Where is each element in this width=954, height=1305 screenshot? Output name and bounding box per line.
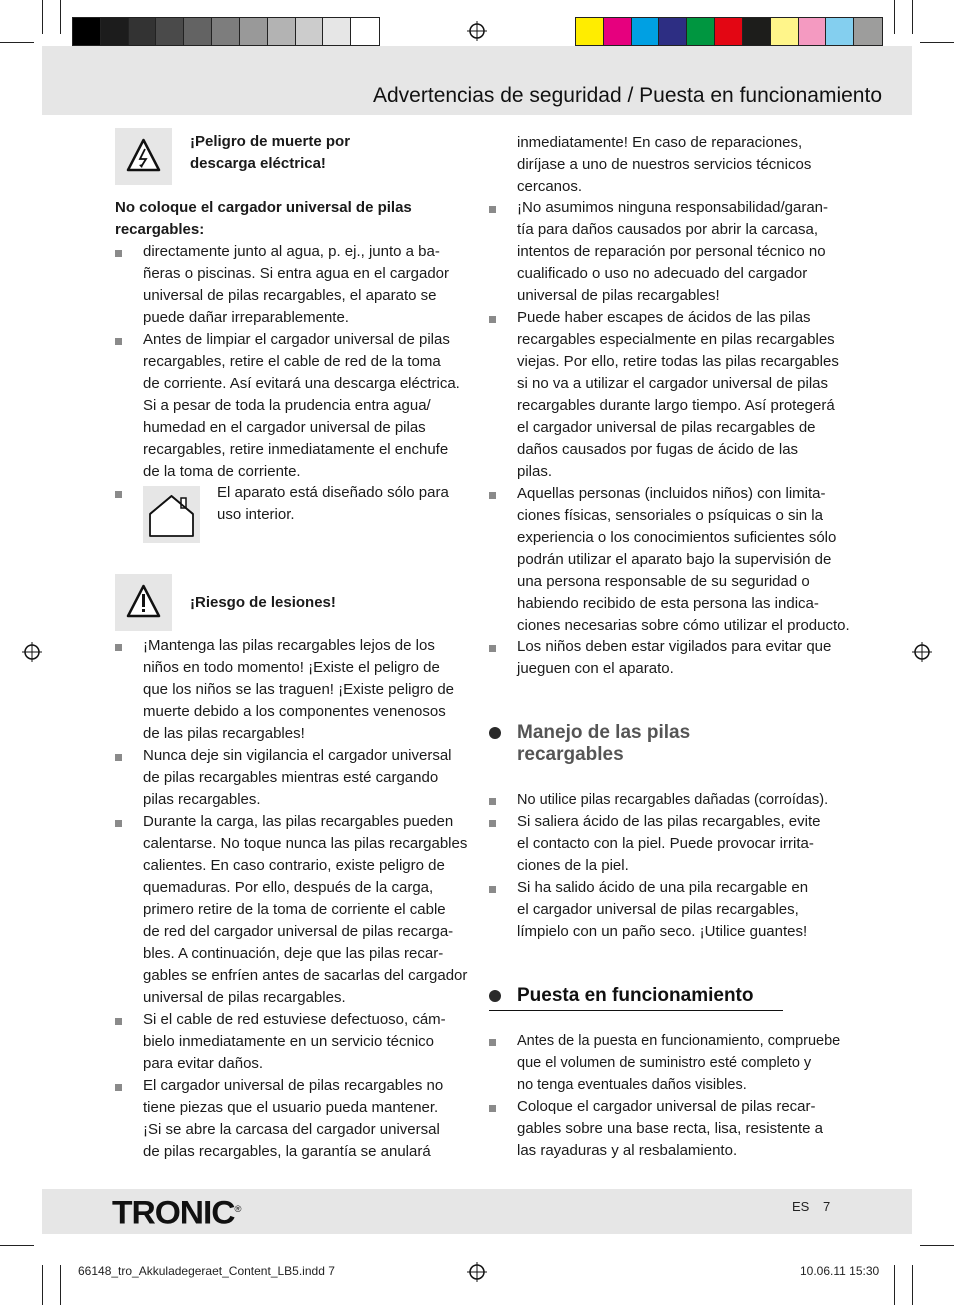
text-line: primero retire de la toma de corriente el cable [143,901,446,918]
text-line: una persona responsable de su seguridad o [517,573,810,590]
text-line: de corriente. Así evitará una descarga eléctrica. [143,375,460,392]
text-line: de pilas recargables, la garantía se anulará [143,1143,431,1160]
page-number: 7 [823,1199,831,1214]
text-line: de la toma de corriente. [143,463,301,480]
text-line: tía para daños causados por abrir la carcasa, [517,221,819,238]
list-item [143,241,449,329]
bullet [489,645,496,652]
text-line: Coloque el cargador universal de pilas recar- [517,1098,816,1115]
text-line: recargables durante largo tiempo. Así protegerá [517,397,835,414]
text-line: calentarse. No toque nunca las pilas recargables [143,835,468,852]
crop-mark [894,1265,895,1305]
list-item [517,811,821,877]
file-info: 66148_tro_Akkuladegeraet_Content_LB5.indd 7 [78,1264,335,1278]
bullet [115,338,122,345]
text-line: Nunca deje sin vigilancia el cargador universal [143,747,452,764]
list-item [517,636,831,680]
color-swatch [854,18,882,45]
list-item [517,483,850,637]
color-swatch [576,18,604,45]
crop-mark [920,1245,954,1246]
bullet [115,491,122,498]
text-line: límpielo con un paño seco. ¡Utilice guantes! [517,923,808,940]
bullet [115,1018,122,1025]
text-line: cercanos. [517,178,583,195]
text-line: universal de pilas recargables! [517,287,720,304]
text-line: El aparato está diseñado sólo para [217,484,449,501]
crop-mark [912,1265,913,1305]
text-line: podrán utilizar el aparato bajo la supervisión de [517,551,832,568]
crop-mark [42,1265,43,1305]
text-line: de red del cargador universal de pilas recarga- [143,923,454,940]
bullet [489,886,496,893]
warning-triangle-icon [115,574,172,631]
color-calibration-bar [575,17,883,46]
gray-calibration-bar [72,17,380,46]
color-swatch [715,18,743,45]
text-line: Aquellas personas (incluidos niños) con limita- [517,485,826,502]
color-swatch [296,18,324,45]
list-item [517,1030,840,1096]
color-swatch [268,18,296,45]
text-line: directamente junto al agua, p. ej., junto a ba- [143,243,440,260]
list-item [143,635,454,745]
section-underline [489,1010,783,1011]
list-item [143,329,460,483]
crop-mark [60,0,61,34]
text-line: uso interior. [217,506,295,523]
color-swatch [129,18,157,45]
crop-mark [60,1265,61,1305]
text-line: no tenga eventuales daños visibles. [517,1077,747,1093]
color-swatch [771,18,799,45]
text-line: que el volumen de suministro esté completo y [517,1055,812,1071]
intro-text: No coloque el cargador universal de pilas recargables: [115,199,412,238]
list-item [143,1009,446,1075]
bullet [489,820,496,827]
house-icon [143,486,200,543]
text-line: para evitar daños. [143,1055,264,1072]
text-line: recargables, retire inmediatamente el enchufe [143,441,449,458]
bullet [489,206,496,213]
bullet [115,250,122,257]
list-item [517,307,839,483]
text-line: gables se enfríen antes de sacarlas del cargador [143,967,468,984]
text-line: ciones necesarias sobre cómo utilizar el producto. [517,617,850,634]
bullet [115,1084,122,1091]
text-line: gables sobre una base recta, lisa, resistente a [517,1120,824,1137]
electric-hazard-icon [115,128,172,185]
color-swatch [323,18,351,45]
color-swatch [687,18,715,45]
text-line: ¡Mantenga las pilas recargables lejos de los [143,637,435,654]
color-swatch [799,18,827,45]
injury-heading: ¡Riesgo de lesiones! [190,594,336,611]
color-swatch [212,18,240,45]
text-line: universal de pilas recargables, el aparato se [143,287,437,304]
text-line: Si saliera ácido de las pilas recargables, evite [517,813,821,830]
bullet [489,492,496,499]
text-line: Antes de la puesta en funcionamiento, compruebe [517,1033,841,1049]
text-line: niños en todo momento! ¡Existe el peligro de [143,659,440,676]
text-line: daños causados por fugas de ácido de las [517,441,799,458]
list-item [517,789,828,811]
section-heading-battery-handling: Manejo de las pilas recargables [517,722,691,765]
text-line: ciones físicas, sensoriales o psíquicas o sin la [517,507,823,524]
text-line: Puede haber escapes de ácidos de las pilas [517,309,811,326]
bullet [489,316,496,323]
section-bullet-icon [489,990,501,1002]
danger-heading: ¡Peligro de muerte por descarga eléctrica! [190,133,351,172]
text-line: diríjase a uno de nuestros servicios técnicos [517,156,812,173]
electric-warning-box [115,128,172,185]
text-line: bles. A continuación, deje que las pilas recar- [143,945,444,962]
text-line: ¡Si se abre la carcasa del cargador universal [143,1121,440,1138]
text-line: ñeras o piscinas. Si entra agua en el cargador [143,265,450,282]
section-bullet-icon [489,727,501,739]
page-title: Advertencias de seguridad / Puesta en funcionamiento [373,84,882,107]
registration-mark-icon [467,1262,487,1282]
text-line: quemaduras. Por ello, después de la carga, [143,879,434,896]
bullet [115,820,122,827]
list-item [217,482,449,526]
color-swatch [743,18,771,45]
text-line: ¡No asumimos ninguna responsabilidad/garan- [517,199,829,216]
color-swatch [826,18,854,45]
text-line: tiene piezas que el usuario pueda mantener. [143,1099,439,1116]
crop-mark [894,0,895,34]
color-swatch [351,18,379,45]
text-line: habiendo recibido de esta persona las indica- [517,595,819,612]
text-line: el cargador universal de pilas recargables, [517,901,799,918]
text-line: el cargador universal de pilas recargables de [517,419,816,436]
text-line: bielo inmediatamente en un servicio técnico [143,1033,434,1050]
registration-mark-icon [467,21,487,41]
text-line: puede dañar irreparablemente. [143,309,349,326]
text-line: intentos de reparación por personal técnico no [517,243,826,260]
list-item [143,1075,443,1163]
text-line: cualificado o uso no adecuado del cargador [517,265,808,282]
text-line: Si ha salido ácido de una pila recargable en [517,879,809,896]
text-line: Si el cable de red estuviese defectuoso, cám- [143,1011,446,1028]
text-line: El cargador universal de pilas recargables no [143,1077,444,1094]
bullet [489,1105,496,1112]
bullet [115,754,122,761]
text-line: recargables, retire el cable de red de la toma [143,353,441,370]
list-item [143,745,452,811]
text-line: recargables especialmente en pilas recargables [517,331,835,348]
text-line: jueguen con el aparato. [517,660,674,677]
bullet [115,644,122,651]
text-line: muerte debido a los componentes venenosos [143,703,446,720]
crop-mark [0,1245,34,1246]
bullet [489,798,496,805]
text-line: No utilice pilas recargables dañadas (corroídas). [517,792,829,808]
text-line: Los niños deben estar vigilados para evitar que [517,638,832,655]
crop-mark [42,0,43,34]
text-line: calientes. En caso contrario, existe peligro de [143,857,445,874]
text-line: si no va a utilizar el cargador universal de pilas [517,375,828,392]
list-item [143,811,467,1009]
bullet [489,1039,496,1046]
color-swatch [659,18,687,45]
text-line: que los niños se las traguen! ¡Existe peligro de [143,681,455,698]
crop-mark [0,42,34,43]
injury-warning-box [115,574,172,631]
print-datetime: 10.06.11 15:30 [800,1264,880,1278]
text-line: experiencia o los conocimientos suficientes sólo [517,529,837,546]
indoor-use-box [143,486,200,543]
list-item [517,877,808,943]
text-line: de las pilas recargables! [143,725,305,742]
color-swatch [632,18,660,45]
text-line: humedad en el cargador universal de pilas [143,419,426,436]
brand-logo: TRONIC® [112,1194,241,1231]
text-line: de pilas recargables mientras esté cargando [143,769,439,786]
registration-mark-icon [912,642,932,662]
text-line: universal de pilas recargables. [143,989,346,1006]
text-line: las rayaduras y al resbalamiento. [517,1142,738,1159]
text-line: Antes de limpiar el cargador universal de pilas [143,331,450,348]
continued-text [517,132,811,198]
color-swatch [73,18,101,45]
text-line: pilas recargables. [143,791,261,808]
text-line: Durante la carga, las pilas recargables pueden [143,813,454,830]
list-item [517,197,828,307]
text-line: el contacto con la piel. Puede provocar irrita- [517,835,814,852]
color-swatch [240,18,268,45]
registration-mark-icon [22,642,42,662]
color-swatch [184,18,212,45]
text-line: pilas. [517,463,553,480]
color-swatch [156,18,184,45]
text-line: Si a pesar de toda la prudencia entra agua/ [143,397,431,414]
crop-mark [912,0,913,34]
language-code: ES [792,1199,810,1214]
section-heading-startup: Puesta en funcionamiento [517,985,754,1006]
list-item [517,1096,823,1162]
text-line: viejas. Por ello, retire todas las pilas recargables [517,353,839,370]
text-line: ciones de la piel. [517,857,629,874]
color-swatch [101,18,129,45]
text-line: inmediatamente! En caso de reparaciones, [517,134,803,151]
crop-mark [920,42,954,43]
color-swatch [604,18,632,45]
